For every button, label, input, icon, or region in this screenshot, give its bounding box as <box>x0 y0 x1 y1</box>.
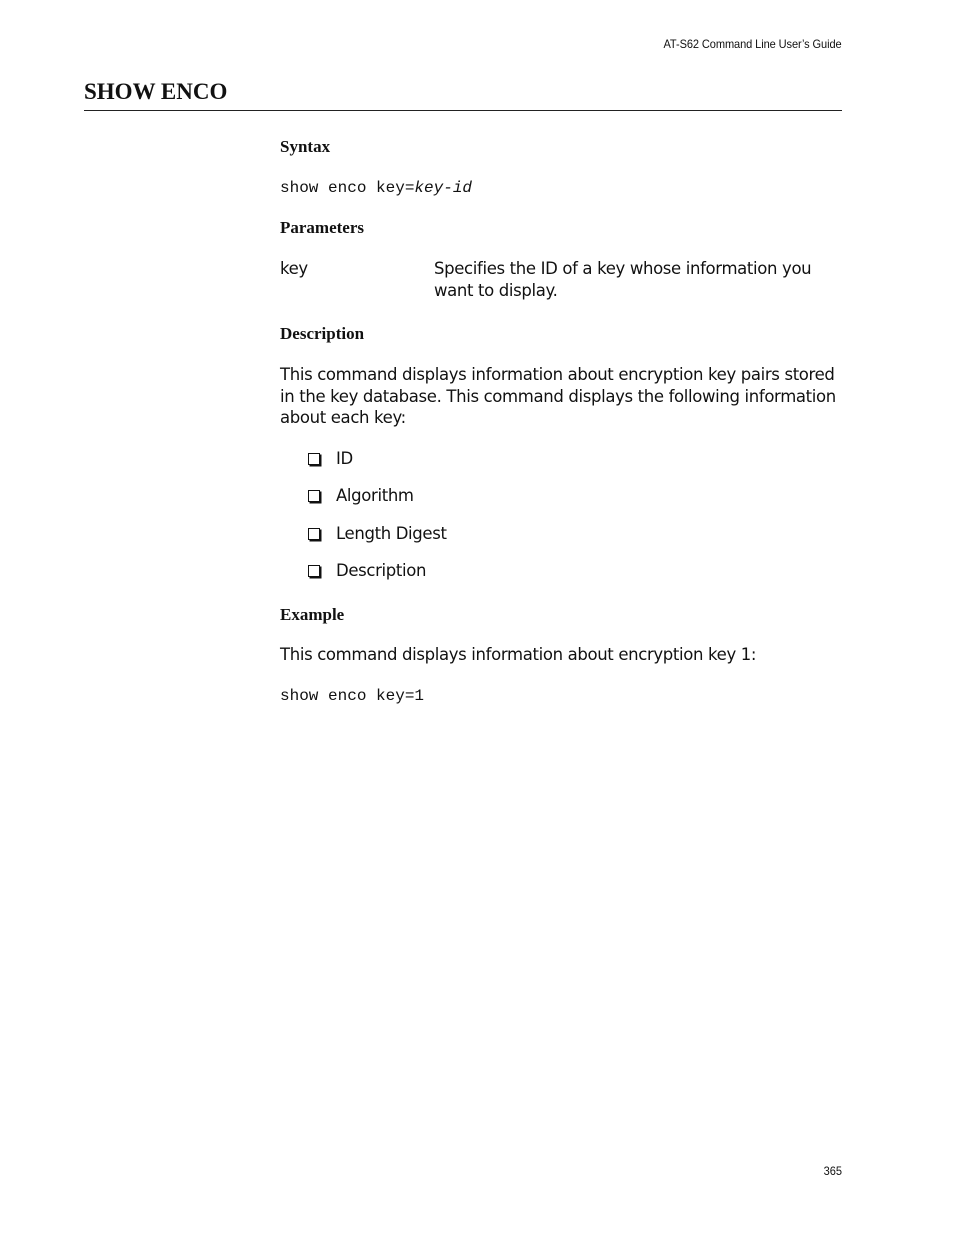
list-item-label: Algorithm <box>336 486 414 505</box>
example-command: show enco key=1 <box>280 687 425 705</box>
list-item <box>308 523 447 545</box>
list-item <box>308 485 414 507</box>
checkbox-bullet-icon <box>308 490 320 502</box>
page-title: SHOW ENCO <box>84 79 228 104</box>
parameters-heading: Parameters <box>280 218 365 237</box>
list-item <box>308 448 353 470</box>
example-text: This command displays information about encryption key 1: <box>280 645 757 664</box>
checkbox-bullet-icon <box>308 453 320 465</box>
syntax-command-text: show enco key= <box>280 179 415 197</box>
parameter-name: key <box>280 259 308 278</box>
list-item-label: ID <box>336 449 353 468</box>
syntax-argument: key-id <box>414 179 473 197</box>
list-item-label: Description <box>336 561 427 580</box>
list-item-label: Length Digest <box>336 524 447 543</box>
syntax-command <box>280 177 472 199</box>
description-text: This command displays information about encryption key pairs stored in the key database. This command displays the following information about each key: <box>280 365 836 427</box>
page-number: 365 <box>823 1164 842 1178</box>
list-item <box>308 560 426 582</box>
example-heading: Example <box>280 605 345 624</box>
parameter-description: Specifies the ID of a key whose information you want to display. <box>434 259 812 300</box>
syntax-heading: Syntax <box>280 137 331 156</box>
title-rule <box>84 110 842 111</box>
checkbox-bullet-icon <box>308 528 320 540</box>
description-heading: Description <box>280 324 365 343</box>
checkbox-bullet-icon <box>308 565 320 577</box>
running-header: AT-S62 Command Line User’s Guide <box>663 37 842 51</box>
